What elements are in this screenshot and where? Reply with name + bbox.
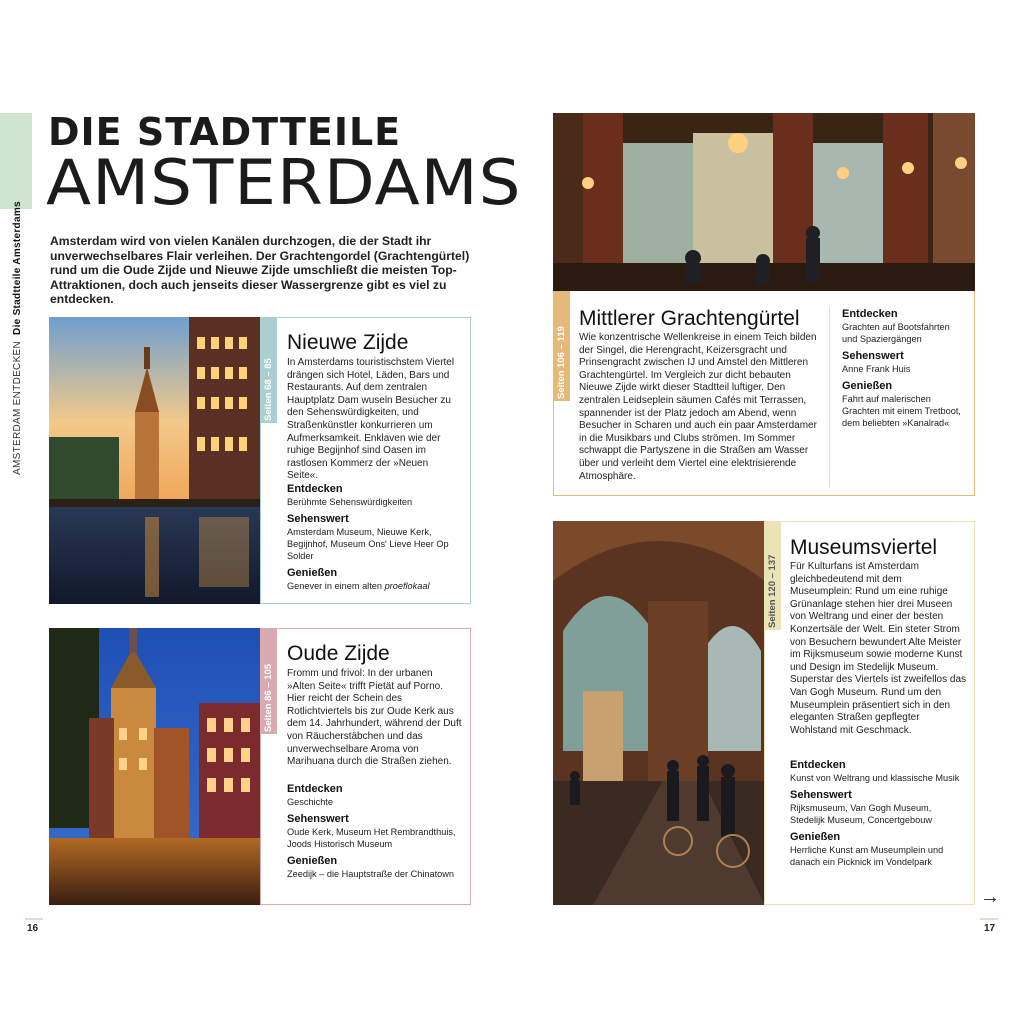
entdecken-label: Entdecken xyxy=(287,783,343,795)
running-header-section: AMSTERDAM ENTDECKEN xyxy=(12,340,23,475)
oude-zijde-pages-tab[interactable] xyxy=(260,629,277,734)
geniessen-label: Genießen xyxy=(790,831,841,843)
nieuwe-zijde-pages-tab[interactable] xyxy=(260,318,277,423)
nieuwe-zijde-pages: Seiten 68 – 85 xyxy=(263,358,274,421)
page-number-left: 16 xyxy=(27,923,39,934)
geniessen-value: Zeedijk – die Hauptstraße der Chinatown xyxy=(287,869,454,879)
sehenswert-value: Anne Frank Huis xyxy=(842,364,911,374)
entdecken-label: Entdecken xyxy=(790,759,846,771)
mittlerer-grachtenguertel-text: Wie konzentrische Wellenkreise in einem Teich bilden der Singel, die Herengracht, Keizersgracht und Prinsengracht zwischen IJ und Amstel den Mittleren Grachtengürtel. Im Vergleich zur dicht bebauten Nieuwe Zijde wirkt dieser Stadtteil luftiger. Den zentralen Leidseplein säumen Cafés mit Terrassen, spannender ist der Platz jedoch am Abend, wenn Besucher in Scharen und auch ein paar Amsterdamer in die Musikbars und Clubs strömen. Im Sommer schwappt die Partyszene in die Straßen am Wasser über und verleiht dem Viertel eine elektrisierende Atmosphäre. xyxy=(579,332,817,482)
museumsviertel-photo xyxy=(553,521,765,905)
page-number-marker xyxy=(25,918,43,920)
nieuwe-zijde-facts xyxy=(287,482,462,592)
geniessen-value: Herrliche Kunst am Museumplein und danach ein Picknick im Vondelpark xyxy=(790,845,944,867)
mittlerer-grachtenguertel-facts xyxy=(842,307,967,429)
oude-zijde-pages: Seiten 86 – 105 xyxy=(263,663,274,732)
geniessen-italic: proeflokaal xyxy=(384,581,430,591)
entdecken-label: Entdecken xyxy=(287,483,343,495)
nieuwe-zijde-title: Nieuwe Zijde xyxy=(287,331,409,354)
next-page-arrow-icon[interactable]: → xyxy=(980,886,1000,908)
sehenswert-value: Oude Kerk, Museum Het Rembrandthuis, Joods Historisch Museum xyxy=(287,827,456,849)
museumsviertel-text: Für Kulturfans ist Amsterdam gleichbedeutend mit dem Museumplein: Rund um eine ruhige Grünanlage stehen hier drei Museen von Weltrang und einer der besten Konzertsäle der Welt. Ein steter Strom von Besuchern bewundert Alte Meister im Rijksmuseum sowie moderne Kunst und Design im Stedelijk Museum. Superstar des Viertels ist zweifellos das Van Gogh Museum. Rund um den Museumplein präsentiert sich in den eleganten Straßen gepflegter Wohlstand mit Geschmack. xyxy=(790,561,967,736)
geniessen-value: Fahrt auf malerischen Grachten mit einem Tretboot, dem beliebten »Kanalrad« xyxy=(842,394,961,428)
geniessen-text: Genever in einem alten xyxy=(287,581,382,591)
mittlerer-grachtenguertel-pages: Seiten 106 – 119 xyxy=(556,326,567,399)
sehenswert-value: Rijksmuseum, Van Gogh Museum, Stedelijk Museum, Concertgebouw xyxy=(790,803,932,825)
nieuwe-zijde-text: In Amsterdams touristischstem Viertel drängen sich Hotel, Läden, Bars und Restaurants. Auf dem zentralen Hauptplatz Dam wuseln Besucher zu den Sehenswürdigkeiten, und Straßenkünstler konkurrieren um Aufmerksamkeit. Enklaven wie der ruhige Begijnhof sind Oasen im rastlosen Kommerz der »Neuen Seite«. xyxy=(287,357,455,482)
sehenswert-label: Sehenswert xyxy=(287,513,349,525)
page-number-marker xyxy=(980,918,998,920)
geniessen-label: Genießen xyxy=(842,380,893,392)
museumsviertel-title: Museumsviertel xyxy=(790,536,938,559)
museumsviertel-pages: Seiten 120 – 137 xyxy=(767,554,778,628)
mittlerer-grachtenguertel-photo xyxy=(553,113,975,291)
page-title-line2: AMSTERDAMS xyxy=(46,146,522,220)
geniessen-label: Genießen xyxy=(287,567,338,579)
entdecken-value: Kunst von Weltrang und klassische Musik xyxy=(790,773,960,783)
sehenswert-label: Sehenswert xyxy=(287,813,349,825)
column-divider xyxy=(829,307,830,487)
sehenswert-label: Sehenswert xyxy=(842,350,904,362)
sehenswert-value: Amsterdam Museum, Nieuwe Kerk, Begijnhof, Museum Ons' Lieve Heer Op Solder xyxy=(287,527,449,561)
page-title-line1: DIE STADTTEILE xyxy=(48,110,402,154)
mittlerer-grachtenguertel-pages-tab[interactable] xyxy=(553,291,570,401)
entdecken-value: Berühmte Sehenswürdigkeiten xyxy=(287,497,413,507)
geniessen-value xyxy=(287,580,462,592)
mittlerer-grachtenguertel-title: Mittlerer Grachtengürtel xyxy=(579,307,800,330)
running-header xyxy=(8,201,28,475)
entdecken-value: Grachten auf Bootsfahrten und Spaziergängen xyxy=(842,322,950,344)
running-header-chapter: Die Stadtteile Amsterdams xyxy=(12,201,23,335)
oude-zijde-facts xyxy=(287,782,462,880)
section-tab-marker xyxy=(0,113,32,209)
entdecken-label: Entdecken xyxy=(842,308,898,320)
entdecken-value: Geschichte xyxy=(287,797,333,807)
museumsviertel-pages-tab[interactable] xyxy=(764,522,781,630)
page-number-right: 17 xyxy=(984,923,996,934)
sehenswert-label: Sehenswert xyxy=(790,789,852,801)
oude-zijde-title: Oude Zijde xyxy=(287,642,390,665)
museumsviertel-facts xyxy=(790,758,966,868)
oude-zijde-photo xyxy=(49,628,261,905)
oude-zijde-text: Fromm und frivol: In der urbanen »Alten Seite« trifft Pietät auf Porno. Hier reicht der Schein des Rotlichtviertels bis zur Oude Kerk aus dem 14. Jahrhundert, während der Duft von Räucherstäbchen und das unverwechselbare Aroma von Marihuana durch die Straßen ziehen. xyxy=(287,668,462,768)
intro-paragraph: Amsterdam wird von vielen Kanälen durchzogen, die der Stadt ihr unverwechselbares Flair verleihen. Der Grachtengordel (Grachtengürtel) rund um die Oude Zijde und Nieuwe Zijde umschließt die meisten Top-Attraktionen, doch auch jenseits dieser Wassergrenze gibt es viel zu entdecken. xyxy=(50,234,470,306)
nieuwe-zijde-photo xyxy=(49,317,261,604)
geniessen-label: Genießen xyxy=(287,855,338,867)
